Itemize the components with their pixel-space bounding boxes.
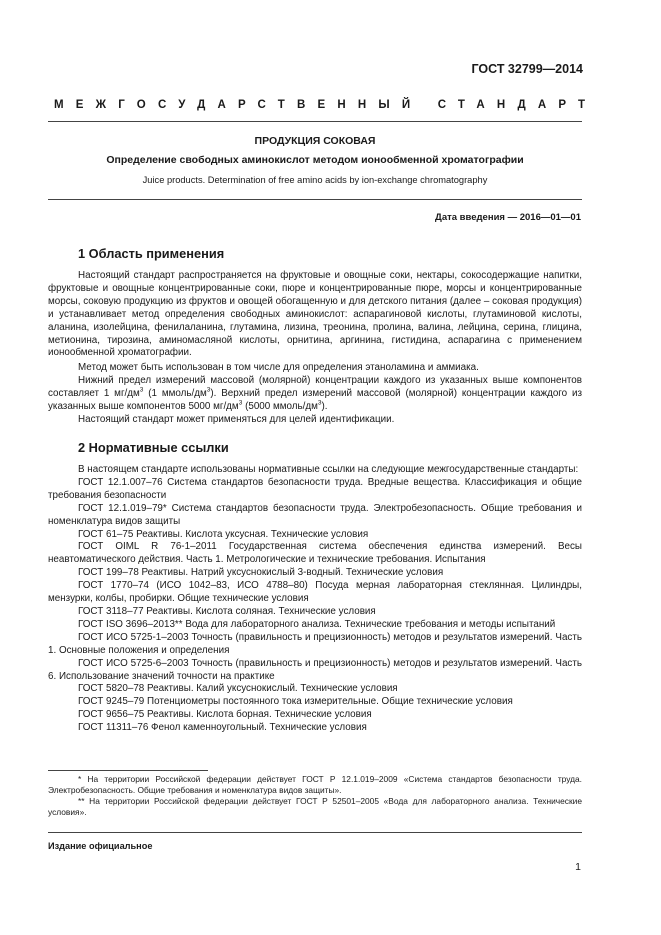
official-edition-label: Издание официальное [48,841,153,851]
section-2-heading: 2 Нормативные ссылки [78,440,229,455]
reference-item: ГОСТ 12.1.007–76 Система стандартов безопасности труда. Вредные вещества. Классификация и общие требования безопасности [48,476,582,501]
reference-item: ГОСТ ИСО 5725-1–2003 Точность (правильность и прецизионность) методов и результатов измерений. Часть 1. Основные положения и определения [48,631,582,656]
reference-item: ГОСТ 199–78 Реактивы. Натрий уксуснокислый 3-водный. Технические условия [78,567,444,579]
normative-references-list [48,464,582,735]
section-1-paragraph-method: Метод может быть использован в том числе для определения этаноламина и аммиака. [78,362,479,373]
section-1-paragraph-scope: Настоящий стандарт распространяется на фруктовые и овощные соки, нектары, сокосодержащие напитки, фруктовые и овощные концентрированные соки, пюре и концентрированные пюре, морсы и концентрированные морсы, соковую продукцию из фруктов и овощей обогащенную и для детского питания (далее – соковая продукция) и устанавливает метод определения свободных аминокислот: аспарагиновой кислоты, глутаминовой кислоты, аланина, изолейцина, фенилаланина, глутамина, лизина, треонина, пролина, валина, лейцина, серина, глицина, метионина, тирозина, аминомасляной кислоты, орнитина, аргинина, гистидина, аспарагина с применением ионообменной хроматографии. [48,270,582,359]
introduction-date: Дата введения — 2016—01—01 [435,212,581,223]
document-title: ПРОДУКЦИЯ СОКОВАЯ [254,135,376,147]
document-number: ГОСТ 32799—2014 [471,62,583,76]
reference-item: ГОСТ OIML R 76-1–2011 Государственная система обеспечения единства измерений. Весы неавтоматического действия. Часть 1. Метрологические и технические требования. Испытания [48,541,582,566]
references-intro: В настоящем стандарте использованы нормативные ссылки на следующие межгосударственные стандарты: [78,464,579,475]
footnote-1: * На территории Российской федерации действует ГОСТ Р 12.1.019–2009 «Система стандартов безопасности труда. Электробезопасность. Общие требования и номенклатура видов защиты». [48,774,582,795]
english-title: Juice products. Determination of free amino acids by ion-exchange chromatography [142,175,488,185]
reference-item: ГОСТ 9245–79 Потенциометры постоянного тока измерительные. Общие технические условия [78,696,513,708]
reference-item: ГОСТ 5820–78 Реактивы. Калий уксуснокислый. Технические условия [78,683,398,695]
footer-divider [48,832,582,833]
footnote-2: ** На территории Российской федерации действует ГОСТ Р 52501–2005 «Вода для лабораторного анализа. Технические условия». [48,796,582,817]
reference-item: ГОСТ 11311–76 Фенол каменноугольный. Технические условия [78,722,367,734]
header-divider [48,121,582,122]
footnote-divider [48,770,208,771]
section-1-paragraph-identification: Настоящий стандарт может применяться для целей идентификации. [78,414,395,425]
reference-item: ГОСТ 9656–75 Реактивы. Кислота борная. Технические условия [78,709,372,721]
page-number: 1 [575,861,581,873]
standard-banner: МЕЖГОСУДАРСТВЕННЫЙ СТАНДАРТ [54,99,598,111]
reference-item: ГОСТ ИСО 5725-6–2003 Точность (правильность и прецизионность) методов и результатов измерений. Часть 6. Использование значений точности на практике [48,657,582,682]
document-subtitle: Определение свободных аминокислот методом ионообменной хроматографии [106,154,524,166]
reference-item: ГОСТ 61–75 Реактивы. Кислота уксусная. Технические условия [78,528,369,540]
footnotes [48,774,582,818]
reference-item: ГОСТ 12.1.019–79* Система стандартов безопасности труда. Электробезопасность. Общие требования и номенклатура видов защиты [48,502,582,527]
reference-item: ГОСТ ISO 3696–2013** Вода для лабораторного анализа. Технические требования и методы испытаний [78,618,556,630]
reference-item: ГОСТ 1770–74 (ИСО 1042–83, ИСО 4788–80) Посуда мерная лабораторная стеклянная. Цилиндры, мензурки, колбы, пробирки. Общие технические условия [48,580,582,605]
title-divider [48,199,582,200]
reference-item: ГОСТ 3118–77 Реактивы. Кислота соляная. Технические условия [78,605,376,617]
section-1-paragraph-limits: Нижний предел измерений массовой (молярной) концентрации каждого из указанных выше компонентов составляет 1 $мг/дм^3$ (1 ммоль/$дм^3$). Верхний предел измерений массовой (молярной) концентрации каждого из указанных выше компонентов 5000 $мг/дм^3$ (5000 ммоль/$дм^3$). [48,375,583,412]
section-1-heading: 1 Область применения [78,246,225,261]
